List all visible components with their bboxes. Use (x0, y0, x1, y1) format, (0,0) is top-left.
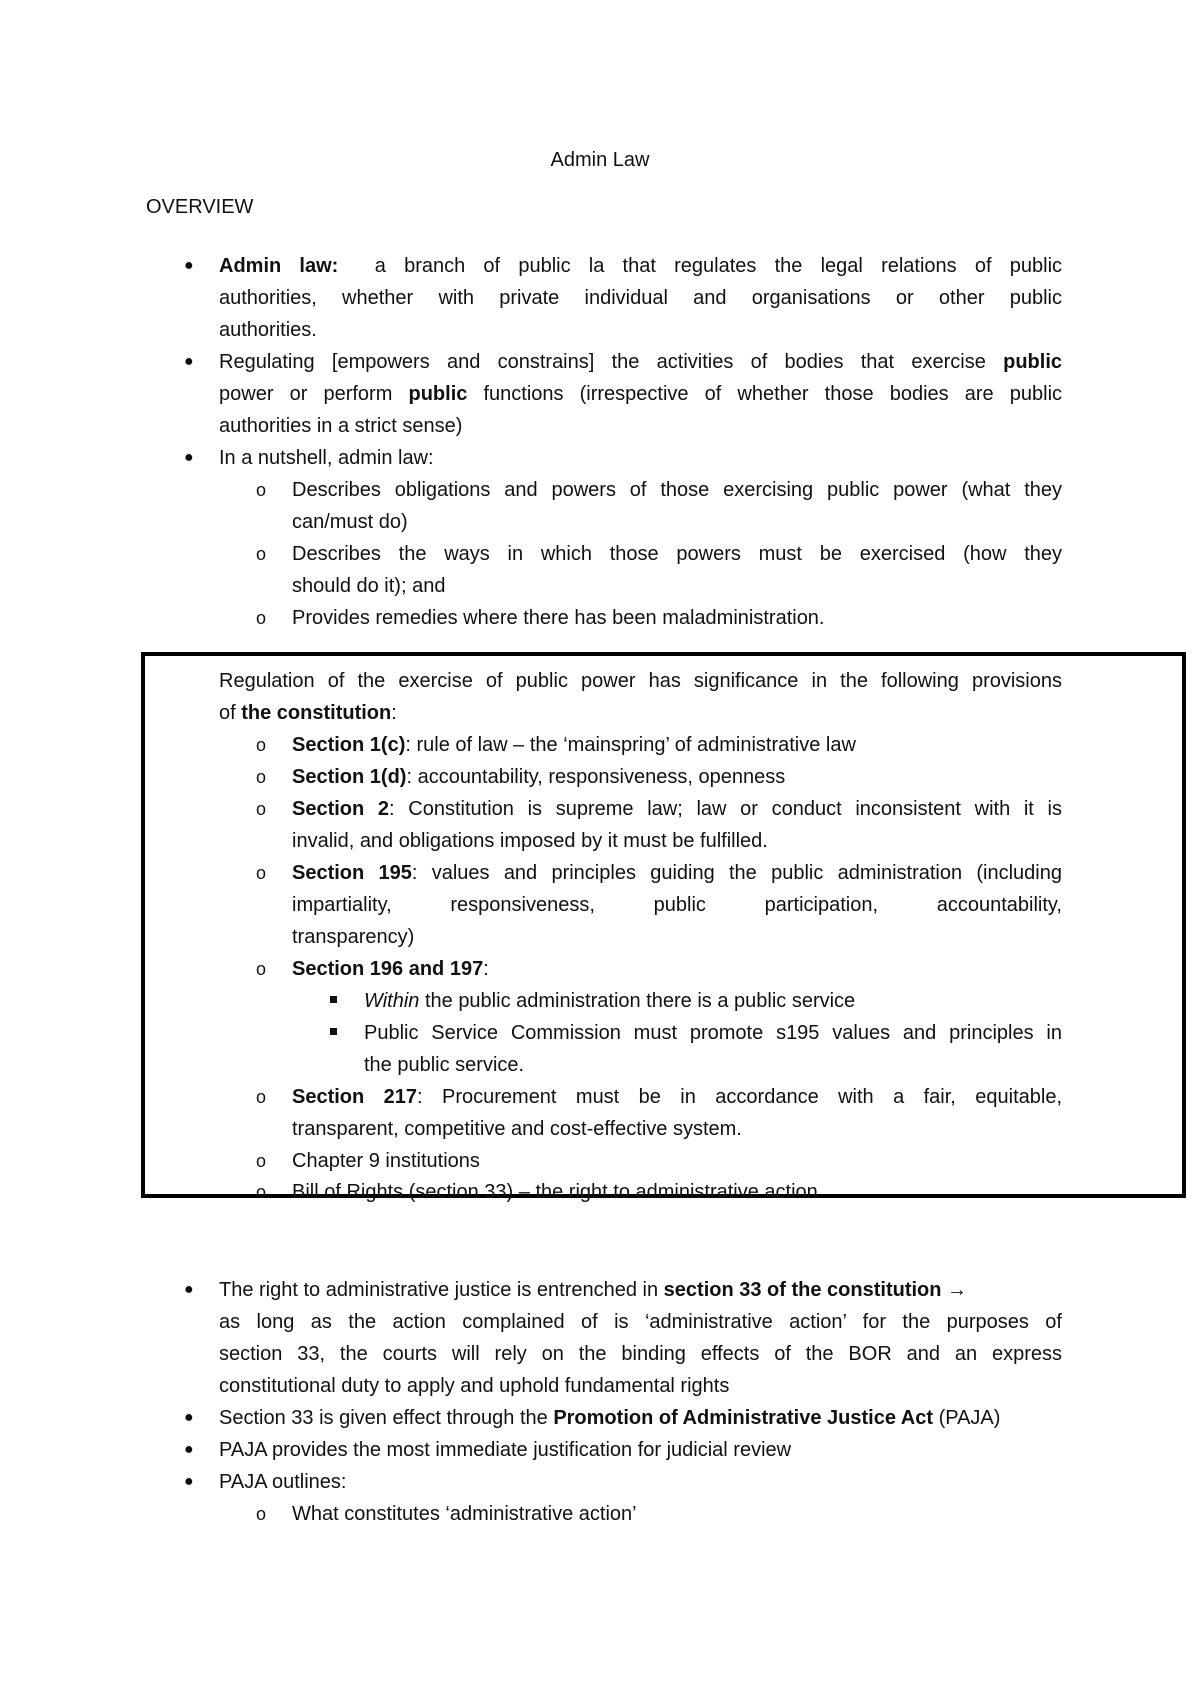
circle-bullet-icon: o (256, 1504, 267, 1524)
right-to-admin-justice-line-4: constitutional duty to apply and uphold fundamental rights (219, 1375, 730, 1397)
section-195-item-line-1: Section 195: values and principles guiding the public administration (including (292, 862, 1062, 884)
section-1c-item: Section 1(c): rule of law – the ‘mainspring’ of administrative law (292, 734, 856, 756)
nutshell-sub-2-line-1: Describes the ways in which those powers must be exercised (how they (292, 543, 1062, 565)
chapter-9-item: Chapter 9 institutions (292, 1150, 480, 1172)
square-bullet-icon (330, 1028, 337, 1035)
section-2-item-line-2: invalid, and obligations imposed by it must be fulfilled. (292, 830, 768, 852)
overview-heading: OVERVIEW (146, 196, 254, 218)
bullet-icon: ● (184, 1409, 194, 1426)
paja-effect-line: Section 33 is given effect through the Promotion of Administrative Justice Act (PAJA) (219, 1407, 1001, 1429)
right-to-admin-justice-line-3: section 33, the courts will rely on the binding effects of the BOR and an express (219, 1343, 1062, 1365)
regulating-line-3: authorities in a strict sense) (219, 415, 463, 437)
box-intro-line-1: Regulation of the exercise of public power has significance in the following provisions (219, 670, 1062, 692)
circle-bullet-icon: o (256, 767, 267, 787)
right-to-admin-justice-line-2: as long as the action complained of is ‘administrative action’ for the purposes of (219, 1311, 1062, 1333)
paja-outlines-sub-1: What constitutes ‘administrative action’ (292, 1503, 637, 1525)
circle-bullet-icon: o (256, 863, 267, 883)
section-196-197-item: Section 196 and 197: (292, 958, 489, 980)
bullet-icon: ● (184, 1281, 194, 1298)
admin-law-term: Admin law: (219, 255, 339, 277)
circle-bullet-icon: o (256, 799, 267, 819)
paja-outlines-line: PAJA outlines: (219, 1471, 347, 1493)
bullet-icon: ● (184, 353, 194, 370)
admin-law-definition-line-2: authorities, whether with private individual and organisations or other public (219, 287, 1062, 309)
square-bullet-icon (330, 996, 337, 1003)
public-service-sub-2-line-2: the public service. (364, 1054, 525, 1076)
nutshell-sub-3: Provides remedies where there has been maladministration. (292, 607, 825, 629)
box-intro-line-2: of the constitution: (219, 702, 397, 724)
admin-law-definition-line-3: authorities. (219, 319, 317, 341)
regulating-line-2: power or perform public functions (irrespective of whether those bodies are public (219, 383, 1063, 405)
nutshell-sub-1-line-1: Describes obligations and powers of those exercising public power (what they (292, 479, 1062, 501)
circle-bullet-icon: o (256, 959, 267, 979)
circle-bullet-icon: o (256, 480, 267, 500)
bullet-icon: ● (184, 1473, 194, 1490)
circle-bullet-icon: o (256, 1087, 267, 1107)
circle-bullet-icon: o (256, 1182, 267, 1202)
nutshell-sub-1-line-2: can/must do) (292, 511, 408, 533)
circle-bullet-icon: o (256, 608, 267, 628)
section-195-item-line-2: impartiality, responsiveness, public participation, accountability, (292, 894, 1062, 916)
bullet-icon: ● (184, 257, 194, 274)
section-195-item-line-3: transparency) (292, 926, 415, 948)
section-217-item-line-1: Section 217: Procurement must be in accordance with a fair, equitable, (292, 1086, 1062, 1108)
section-217-item-line-2: transparent, competitive and cost-effective system. (292, 1118, 742, 1140)
section-1d-item: Section 1(d): accountability, responsiveness, openness (292, 766, 786, 788)
nutshell-sub-2-line-2: should do it); and (292, 575, 446, 597)
circle-bullet-icon: o (256, 735, 267, 755)
public-service-sub-2-line-1: Public Service Commission must promote s195 values and principles in (364, 1022, 1062, 1044)
circle-bullet-icon: o (256, 1151, 267, 1171)
bill-of-rights-item: Bill of Rights (section 33) – the right to administrative action (292, 1181, 818, 1203)
section-2-item-line-1: Section 2: Constitution is supreme law; law or conduct inconsistent with it is (292, 798, 1062, 820)
right-to-admin-justice-line-1: The right to administrative justice is entrenched in section 33 of the constitution → (219, 1279, 968, 1301)
circle-bullet-icon: o (256, 544, 267, 564)
bullet-icon: ● (184, 449, 194, 466)
public-service-sub-1: Within the public administration there is a public service (364, 990, 856, 1012)
regulating-line-1: Regulating [empowers and constrains] the activities of bodies that exercise public (219, 351, 1062, 373)
nutshell-line: In a nutshell, admin law: (219, 447, 434, 469)
page-title: Admin Law (550, 149, 650, 171)
paja-justification-line: PAJA provides the most immediate justification for judicial review (219, 1439, 792, 1461)
admin-law-definition-line-1: Admin law: a branch of public la that regulates the legal relations of public (219, 255, 1063, 277)
bullet-icon: ● (184, 1441, 194, 1458)
